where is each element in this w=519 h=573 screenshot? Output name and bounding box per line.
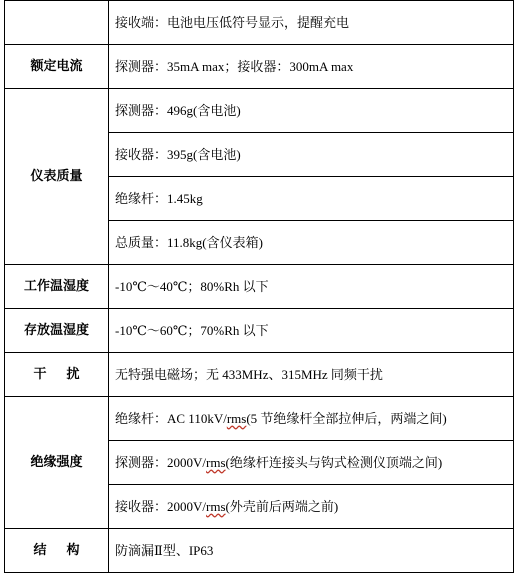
value-text: 绝缘杆：AC 110kV/ bbox=[115, 410, 227, 426]
row-label: 干扰 bbox=[5, 353, 109, 397]
value-text: (绝缘杆连接头与钩式检测仪顶端之间) bbox=[225, 454, 443, 470]
rms-unit: rms bbox=[206, 498, 226, 514]
row-value: 无特强电磁场；无 433MHz、315MHz 同频干扰 bbox=[109, 353, 514, 397]
table-row bbox=[5, 45, 514, 89]
row-value: 绝缘杆：1.45kg bbox=[109, 177, 514, 221]
row-value: 接收端：电池电压低符号显示，提醒充电 bbox=[109, 1, 514, 45]
row-value bbox=[109, 485, 514, 529]
rms-unit: rms bbox=[206, 454, 226, 470]
row-value: -10℃～60℃；70%Rh 以下 bbox=[109, 309, 514, 353]
row-value bbox=[109, 397, 514, 441]
row-value: 接收器：395g(含电池) bbox=[109, 133, 514, 177]
value-text: 接收器：2000V/ bbox=[115, 498, 207, 514]
row-value: -10℃～40℃；80%Rh 以下 bbox=[109, 265, 514, 309]
table-row bbox=[5, 529, 514, 573]
row-label: 工作温湿度 bbox=[5, 265, 109, 309]
table-row bbox=[5, 1, 514, 45]
row-label-empty bbox=[5, 1, 109, 45]
spec-table bbox=[4, 0, 514, 573]
row-value: 总质量：11.8kg(含仪表箱) bbox=[109, 221, 514, 265]
row-label: 结构 bbox=[5, 529, 109, 573]
row-value: 探测器：35mA max；接收器：300mA max bbox=[109, 45, 514, 89]
table-row bbox=[5, 397, 514, 441]
table-row bbox=[5, 265, 514, 309]
table-row bbox=[5, 309, 514, 353]
row-label: 额定电流 bbox=[5, 45, 109, 89]
value-text: (5 节绝缘杆全部拉伸后，两端之间) bbox=[246, 410, 447, 426]
row-label: 仪表质量 bbox=[5, 89, 109, 265]
rms-unit: rms bbox=[226, 410, 247, 426]
row-value: 探测器：496g(含电池) bbox=[109, 89, 514, 133]
row-label: 绝缘强度 bbox=[5, 397, 109, 529]
row-value: 防滴漏Ⅱ型、IP63 bbox=[109, 529, 514, 573]
value-text: (外壳前后两端之前) bbox=[225, 498, 339, 514]
table-row bbox=[5, 353, 514, 397]
value-text: 探测器：2000V/ bbox=[115, 454, 207, 470]
row-value bbox=[109, 441, 514, 485]
row-label: 存放温湿度 bbox=[5, 309, 109, 353]
table-row bbox=[5, 89, 514, 133]
